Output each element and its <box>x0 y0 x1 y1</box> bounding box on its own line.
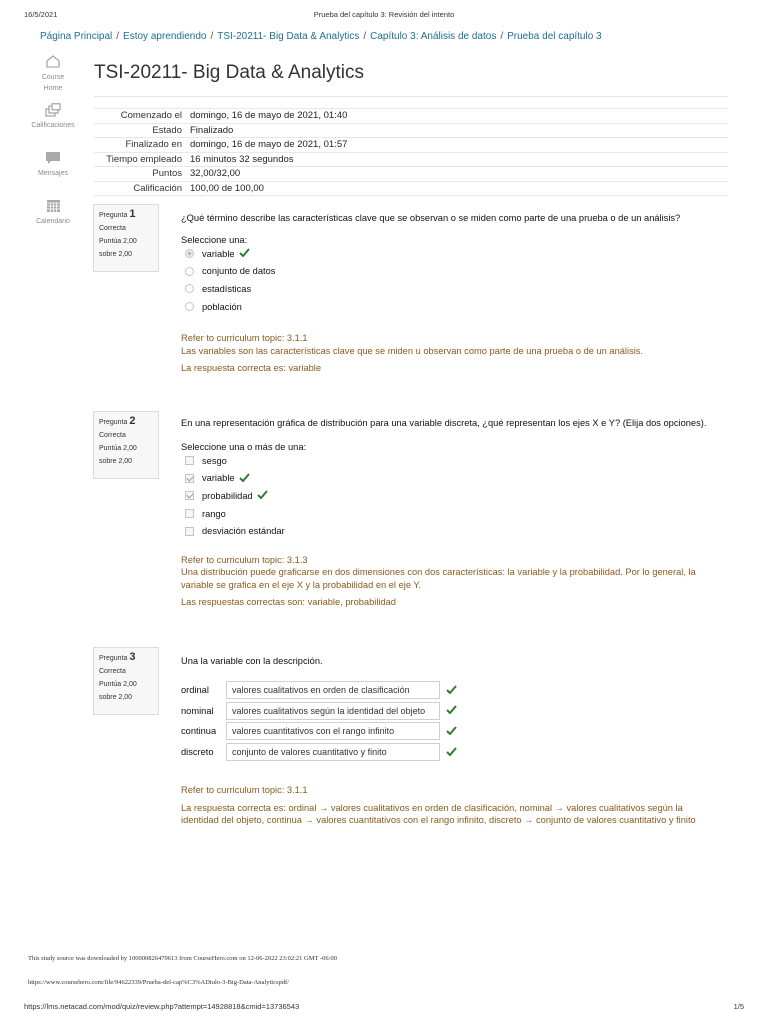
feedback-topic: Refer to curriculum topic: 3.1.1 <box>181 785 308 796</box>
feedback-correct-answer: La respuesta correcta es: variable <box>181 363 322 374</box>
correct-check-icon <box>446 705 457 716</box>
match-select[interactable]: valores cualitativos en orden de clasificación <box>226 681 440 699</box>
select-label: Seleccione una o más de una: <box>181 442 307 452</box>
summary-row <box>94 153 728 168</box>
answer-option[interactable] <box>181 245 729 263</box>
radio-button[interactable] <box>185 249 194 258</box>
feedback-explanation: Una distribución puede graficarse en dos dimensiones con dos características: la variable y la probabilidad. Por lo general, la <box>181 567 696 578</box>
breadcrumb-home[interactable]: Página Principal <box>40 31 113 42</box>
match-row <box>181 721 729 742</box>
summary-value: Finalizado <box>190 124 234 136</box>
feedback-correct-answer: La respuesta correcta es: ordinal → valores cualitativos en orden de clasificación, nominal → valores cualitativos según la <box>181 802 683 813</box>
breadcrumb: Página Principal / Estoy aprendiendo / TSI-20211- Big Data & Analytics / Capítulo 3: Análisis de datos / Prueba del capítulo 3 <box>40 31 602 42</box>
nav-course-home[interactable] <box>28 55 78 103</box>
checkbox[interactable] <box>185 509 194 518</box>
option-label: estadísticas <box>202 283 252 294</box>
option-label: población <box>202 301 242 312</box>
question-feedback <box>181 332 729 375</box>
question-3-info <box>93 647 159 715</box>
match-label: ordinal <box>181 685 209 696</box>
radio-button[interactable] <box>185 284 194 293</box>
question-1-info <box>93 204 159 272</box>
nav-course-home-label-2: Home <box>43 85 63 92</box>
breadcrumb-course[interactable]: TSI-20211- Big Data & Analytics <box>217 31 360 42</box>
breadcrumb-chapter[interactable]: Capítulo 3: Análisis de datos <box>370 31 497 42</box>
option-label: variable <box>202 248 235 259</box>
summary-key: Tiempo empleado <box>106 153 182 165</box>
match-label: discreto <box>181 747 214 758</box>
option-label: sesgo <box>202 455 227 466</box>
correct-check-icon <box>446 726 457 737</box>
checkbox[interactable] <box>185 527 194 536</box>
question-2-body <box>181 416 729 609</box>
match-select[interactable]: valores cuantitativos con el rango infinito <box>226 722 440 740</box>
nav-course-home-label: Course <box>41 74 65 81</box>
breadcrumb-learning[interactable]: Estoy aprendiendo <box>123 31 207 42</box>
match-label: continua <box>181 726 217 737</box>
summary-key: Finalizado en <box>125 139 182 150</box>
question-2-info <box>93 411 159 479</box>
correct-check-icon <box>239 473 250 484</box>
correct-check-icon <box>446 747 457 758</box>
question-number: 2 <box>129 415 136 427</box>
question-label: Pregunta <box>99 419 128 426</box>
summary-row <box>94 109 728 124</box>
print-doc-title: Prueba del capítulo 3: Revisión del intento <box>313 10 455 19</box>
summary-value: 32,00/32,00 <box>190 168 241 179</box>
option-label: conjunto de datos <box>202 266 276 277</box>
nav-grades-label: Calificaciones <box>31 122 75 129</box>
question-max-points: sobre 2,00 <box>99 251 133 258</box>
answer-option[interactable] <box>181 263 729 281</box>
match-row <box>181 680 729 701</box>
summary-row <box>94 182 728 197</box>
summary-value: 16 minutos 32 segundos <box>190 153 294 165</box>
nav-messages[interactable] <box>28 151 78 199</box>
match-row <box>181 742 729 763</box>
summary-key: Calificación <box>133 182 182 194</box>
option-label: rango <box>202 508 226 519</box>
question-1-body <box>181 211 729 375</box>
answer-option[interactable] <box>181 487 729 505</box>
question-points: Puntúa 2,00 <box>99 445 137 452</box>
correct-check-icon <box>446 685 457 696</box>
summary-row <box>94 138 728 153</box>
question-status: Correcta <box>99 668 126 675</box>
answer-option[interactable] <box>181 280 729 298</box>
print-url: https://lms.netacad.com/mod/quiz/review.php?attempt=14928818&cmid=13736543 <box>24 1002 300 1011</box>
answer-option[interactable] <box>181 452 729 470</box>
grades-icon <box>28 103 78 117</box>
print-date: 16/5/2021 <box>24 10 58 19</box>
question-points: Puntúa 2,00 <box>99 238 137 245</box>
question-number: 1 <box>129 208 136 220</box>
radio-button[interactable] <box>185 267 194 276</box>
answer-option[interactable] <box>181 298 729 316</box>
checkbox[interactable] <box>185 474 194 483</box>
question-feedback <box>181 784 729 827</box>
summary-row <box>94 167 728 182</box>
summary-value: 100,00 de 100,00 <box>190 182 264 194</box>
answer-option[interactable] <box>181 522 729 540</box>
radio-button[interactable] <box>185 302 194 311</box>
select-label: Seleccione una: <box>181 235 248 245</box>
source-url[interactable]: https://www.coursehero.com/file/94622339/Prueba-del-cap%C3%ADtulo-3-Big-Data-Analyticspdf/ <box>28 979 289 986</box>
correct-check-icon <box>257 490 268 501</box>
match-select[interactable]: valores cualitativos según la identidad del objeto <box>226 702 440 720</box>
feedback-correct-answer-2: identidad del objeto, continua → valores cuantitativos con el rango infinito, discreto → conjunto de valores cuantitativo y finito <box>181 815 696 826</box>
print-header <box>24 10 744 22</box>
page-number: 1/5 <box>733 1002 744 1011</box>
feedback-topic: Refer to curriculum topic: 3.1.1 <box>181 333 308 344</box>
question-text: En una representación gráfica de distribución para una variable discreta, ¿qué representan los ejes X e Y? (Elija dos opciones). <box>181 418 707 428</box>
question-feedback <box>181 554 729 609</box>
question-3-body <box>181 654 729 827</box>
question-max-points: sobre 2,00 <box>99 694 133 701</box>
page-title: TSI-20211- Big Data & Analytics <box>94 62 364 83</box>
feedback-topic: Refer to curriculum topic: 3.1.3 <box>181 554 308 565</box>
question-label: Pregunta <box>99 655 128 662</box>
match-row <box>181 701 729 722</box>
title-divider <box>94 96 728 97</box>
match-select[interactable]: conjunto de valores cuantitativo y finito <box>226 743 440 761</box>
attempt-summary <box>94 108 728 196</box>
correct-check-icon <box>239 248 250 259</box>
nav-calendar-label: Calendario <box>36 218 70 225</box>
feedback-explanation: Las variables son las características clave que se miden u observan como parte de una prueba o de un análisis. <box>181 345 644 356</box>
summary-key: Comenzado el <box>120 110 182 121</box>
summary-value: domingo, 16 de mayo de 2021, 01:57 <box>190 139 348 150</box>
feedback-correct-answer: Las respuestas correctas son: variable, probabilidad <box>181 597 396 608</box>
nav-grades[interactable] <box>28 103 78 151</box>
answer-option[interactable] <box>181 470 729 488</box>
side-navigation <box>28 55 78 247</box>
question-text: ¿Qué término describe las características clave que se observan o se miden como parte de una prueba o de un análisis? <box>181 213 681 223</box>
summary-key: Puntos <box>152 168 182 179</box>
calendar-icon <box>28 199 78 213</box>
question-max-points: sobre 2,00 <box>99 458 133 465</box>
option-label: variable <box>202 473 235 484</box>
nav-messages-label: Mensajes <box>38 170 68 177</box>
download-note: This study source was downloaded by 100000826479613 from CourseHero.com on 12-06-2022 23:02:21 GMT -06:00 <box>28 955 337 962</box>
feedback-explanation-2: variable se grafica en el eje X y la probabilidad en el eje Y. <box>181 579 421 590</box>
summary-value: domingo, 16 de mayo de 2021, 01:40 <box>190 110 348 121</box>
breadcrumb-quiz[interactable]: Prueba del capítulo 3 <box>507 31 602 42</box>
question-status: Correcta <box>99 432 126 439</box>
question-text: Una la variable con la descripción. <box>181 656 323 666</box>
home-icon <box>28 55 78 69</box>
summary-key: Estado <box>152 124 182 136</box>
match-table <box>181 680 729 762</box>
question-points: Puntúa 2,00 <box>99 681 137 688</box>
checkbox[interactable] <box>185 456 194 465</box>
answer-option[interactable] <box>181 505 729 523</box>
question-label: Pregunta <box>99 212 128 219</box>
messages-icon <box>28 151 78 165</box>
nav-calendar[interactable] <box>28 199 78 247</box>
question-number: 3 <box>129 651 136 663</box>
summary-row <box>94 124 728 139</box>
print-footer <box>24 1002 744 1011</box>
question-status: Correcta <box>99 225 126 232</box>
option-label: probabilidad <box>202 490 253 501</box>
checkbox[interactable] <box>185 491 194 500</box>
match-label: nominal <box>181 705 214 716</box>
option-label: desviación estándar <box>202 526 285 537</box>
